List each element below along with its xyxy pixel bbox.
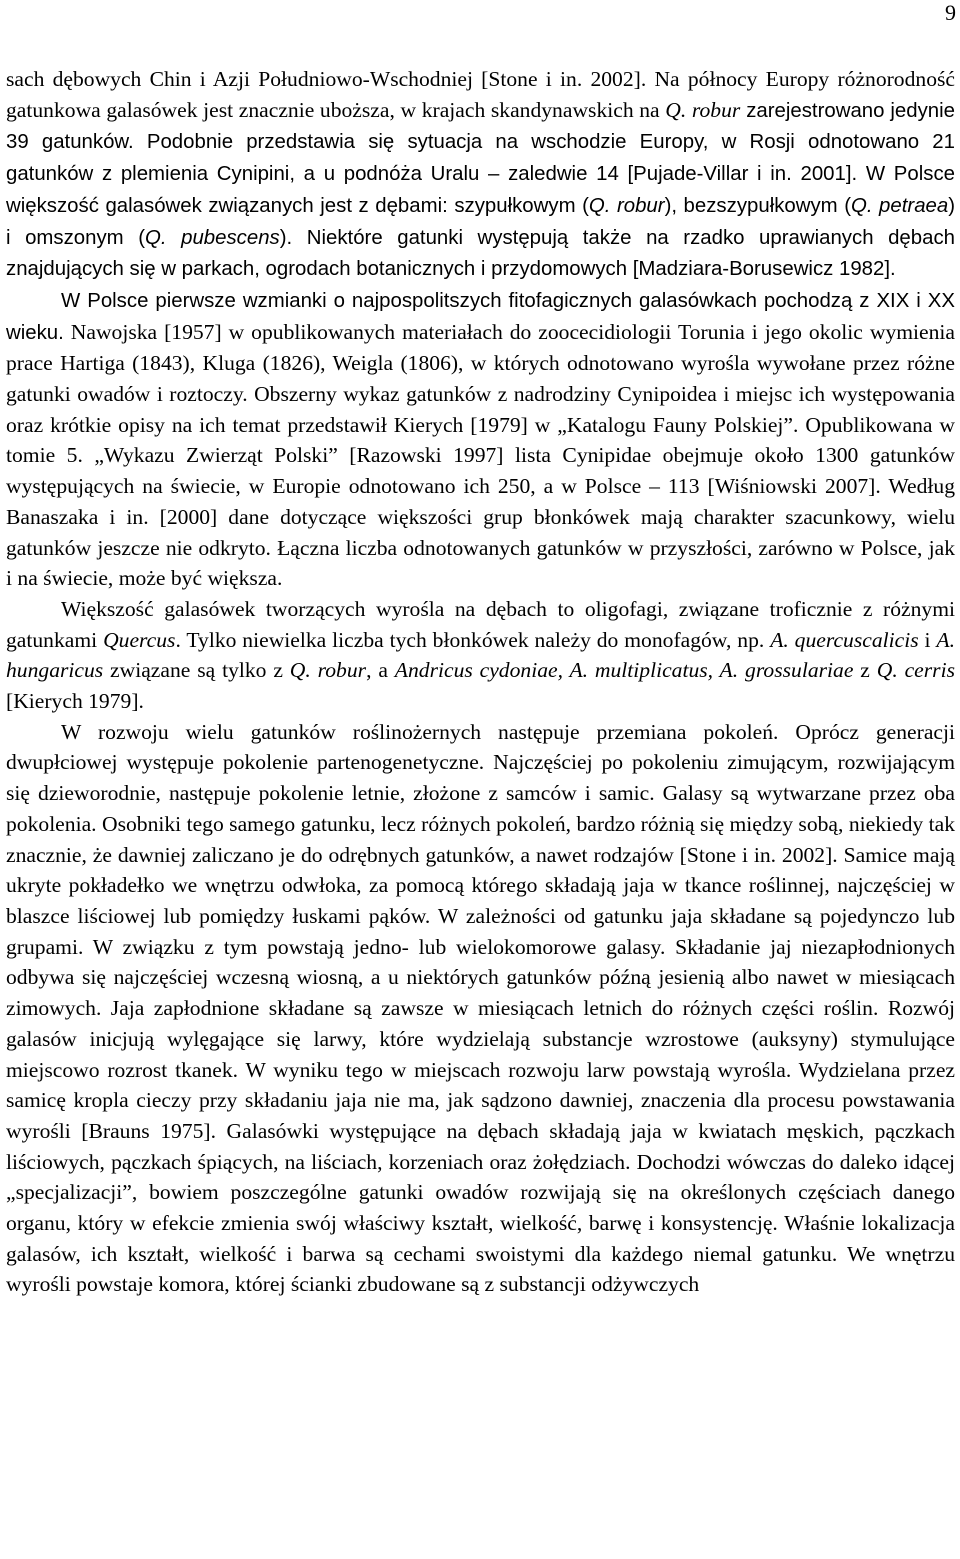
text-run: [Kierych 1979]. [6,689,144,714]
italic-text: Q. robur [588,194,665,217]
italic-text: Q. robur [289,658,367,683]
text-run: Nawojska [1957] w opublikowanych materiałach do zoocecidiologii Torunia i jego okolic wymienia prace Hartiga (1843), Kluga (1826), Weigla (1806), w których odnotowano wyrośla wywołane przez różne gatunki owadów i roztoczy. Obszerny wykaz gatunków z nadrodziny Cynipoidea i miejsc ich występowania oraz krótkie opisy na ich temat przedstawił Kierych [1979] w „Katalogu Fauny Polskiej”. Opublikowana w tomie 5. „Wykazu Zwierząt Polski” [Razowski 1997] lista Cynipidae obejmuje około 1300 gatunków występujących na świecie, w Europie odnotowano ich 250, a w Polsce – 113 [Wiśniowski 2007]. Według Banaszaka i in. [2000] dane dotyczące większości grup błonkówek mają charakter szacunkowy, wielu gatunków jeszcze nie odkryto. Łączna liczba odnotowanych gatunków w przyszłości, zarówno w Polsce, jak i na świecie, może być większa. [6,319,955,591]
italic-text: A. hungaricus [6,627,955,683]
italic-text: Quercus [103,627,176,652]
text-run: ), bezszypułkowym ( [664,194,851,217]
italic-text: Q. robur [665,97,741,122]
italic-text: Q. petraea [851,194,949,217]
page-body [6,64,955,1300]
italic-text: Q. cerris [876,658,955,683]
paragraph [6,285,955,594]
italic-text: A. quercuscalicis [770,627,919,652]
italic-text: Andricus cydoniae, A. multiplicatus, A. grossulariae [394,658,854,683]
text-run: i [918,627,937,652]
paragraph [6,717,955,1300]
italic-text: Q. pubescens [145,226,280,249]
text-run: zarejestrowano jedynie 39 gatunków. Podobnie przedstawia się sytuacja na wschodzie Europy, w Rosji odnotowano 21 gatunków z plemienia Cynipini, a u podnóża Uralu – zaledwie 14 [Pujade-Villar i in. 2001]. [6,99,955,186]
text-run: sach dębowych Chin i Azji Południowo-Wschodniej [Stone i in. 2002]. Na północy Europy różnorodność gatunkowa galasówek jest znacznie uboższa, w krajach skandynawskich na [6,67,955,122]
text-run: . Tylko niewielka liczba tych błonkówek należy do monofagów, np. [175,627,771,652]
paragraph [6,594,955,717]
text-run: związane są tylko z [103,658,290,683]
text-run: ). Niektóre gatunki występują także na rzadko uprawianych dębach znajdujących się w parkach, ogrodach botanicznych i przydomowych [Madziara-Borusewicz 1982]. [6,226,955,281]
text-run: W rozwoju wielu gatunków roślinożernych następuje przemiana pokoleń. Oprócz generacji dwupłciowej występuje pokolenie partenogenetyczne. Najczęściej po pokoleniu zimującym, rozwijającym się dzieworodnie, następuje pokolenie letnie, złożone z samców i samic. Galasy są wytwarzane przez oba pokolenia. Osobniki tego samego gatunku, lecz różnych pokoleń, bardzo różnią się między sobą, niekiedy tak znacznie, że dawniej zaliczano je do odrębnych gatunków, a nawet rodzajów [Stone i in. 2002]. Samice mają ukryte pokładełko we wnętrzu odwłoka, za pomocą którego składają jaja w tkance roślinnej, najczęściej w blaszce liściowej lub pomiędzy łuskami pąków. W zależności od gatunku jaja składane są pojedynczo lub grupami. W związku z tym powstają jedno- lub wielokomorowe galasy. Składanie jaj niezapłodnionych odbywa się najczęściej wczesną wiosną, a u niektórych gatunków późną jesienią albo nawet w miesiącach zimowych. Jaja zapłodnione składane są zawsze w miesiącach letnich do różnych części roślin. Rozwój galasów inicjują wylęgające się larwy, które wydzielają substancje wzrostowe (auksyny) stymulujące miejscowo rozrost tkanek. W wyniku tego w miejscach rozwoju larw powstają wyrośla. Wydzielana przez samicę kropla cieczy przy składaniu jaja nie ma, jak sądzono dawniej, znaczenia dla procesu powstawania wyrośli [Brauns 1975]. Galasówki występujące na dębach składają jaja w kwiatach męskich, pączkach liściowych, pączkach śpiących, na liściach, korzeniach oraz żołędziach. Dochodzi wówczas do daleko idącej „specjalizacji”, bowiem poszczególne gatunki owadów rozwijają się na określonych częściach danego organu, który w efekcie zmienia swój właściwy kształt, wielkość, barwę i konsystencję. Właśnie lokalizacja galasów, ich kształt, wielkość i barwa są cechami swoistymi dla każdego niemal gatunku. We wnętrzu wyrośli powstaje komora, której ścianki zbudowane są z substancji odżywczych [6,719,955,1297]
text-run: Większość galasówek tworzących wyrośla na dębach to oligofagi, związane troficznie z różnymi gatunkami [6,596,955,652]
text-run: , a [366,658,395,683]
page-number: 9 [945,0,956,25]
text-run: z [853,658,877,683]
text-run: ) i omszonym ( [6,194,956,249]
text-run: W Polsce pierwsze wzmianki o najpospolitszych fitofagicznych galasówkach pochodzą z XIX i XX wieku. [6,289,955,344]
text-run: W Polsce większość galasówek związanych jest z dębami: szypułkowym ( [6,163,955,217]
paragraph [6,64,955,285]
